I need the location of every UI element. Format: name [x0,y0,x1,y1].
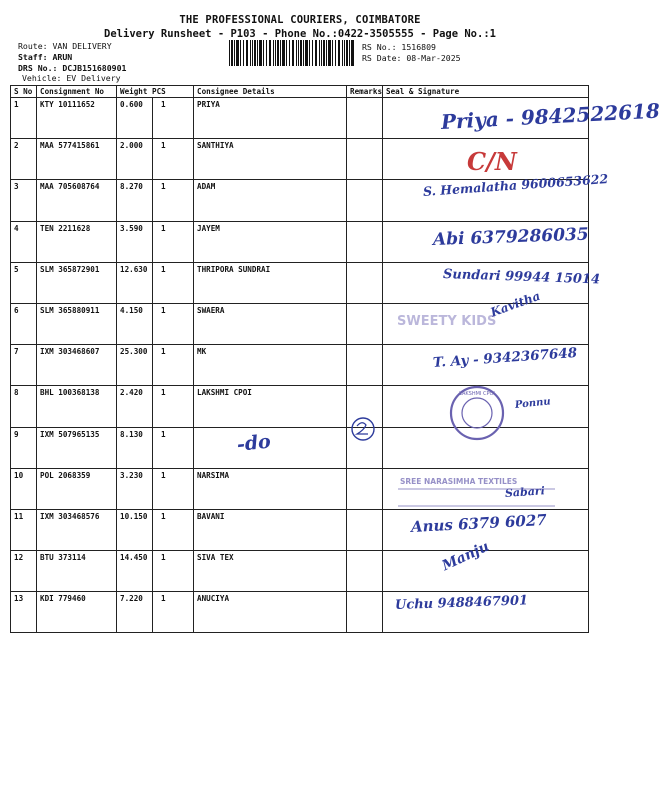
remarks-cell [347,139,383,180]
barcode-bar [300,40,302,66]
col-weight-pcs-header [117,86,194,98]
seal-signature-cell [383,262,601,303]
barcode-bar [259,40,262,66]
col-weight-header: Weight [120,87,148,96]
handwritten-signature: T. Ay - 9342367648 [432,345,578,372]
seal-signature-cell [383,221,589,262]
handwritten-signature: Abi 6379286035 [432,224,590,250]
table-row [11,468,589,509]
seal-signature-cell [383,592,589,633]
runsheet-subtitle: Delivery Runsheet - P103 - Phone No.:0422-3505555 - Page No.:1 [104,28,496,40]
barcode-bar [231,40,233,66]
sno-cell: 13 [11,592,37,633]
barcode-bar [263,40,264,66]
consignee-name: SIVA TEX [194,551,347,592]
remarks-cell [347,345,383,386]
consignment-number: BTU 373114 [37,551,117,592]
barcode-bar [309,40,310,66]
consignment-number: KTY 10111652 [37,98,117,139]
barcode-bar [321,40,322,66]
table-row [11,98,589,139]
table-header-row [11,86,589,98]
barcode [228,40,354,66]
table-row [11,509,589,550]
barcode-bar [312,40,313,66]
remarks-cell [347,262,383,303]
barcode-bar [335,40,336,66]
consignment-number: MAA 705608764 [37,180,117,221]
barcode-bar [229,40,230,66]
handwritten-signature: Ponnu [514,396,552,412]
pcs-cell: 1 [153,551,194,592]
consignment-number: MAA 577415861 [37,139,117,180]
stamp-lakshmi-text: LAKSHMI CPOI [459,391,495,397]
barcode-bar [346,40,348,66]
consignee-name: THRIPORA SUNDRAI [194,262,347,303]
table-row [11,592,589,633]
barcode-bar [240,40,241,66]
consignee-name: BAVANI [194,509,347,550]
sno-cell: 7 [11,345,37,386]
remarks-cell [347,303,383,344]
table-row [11,303,589,344]
consignee-name: LAKSHMI CPOI [194,386,347,427]
consignee-name: JAYEM [194,221,347,262]
barcode-bar [326,40,327,66]
seal-signature-cell [383,468,589,509]
barcode-bar [236,40,239,66]
weight-cell: 25.300 [117,345,153,386]
sno-cell: 5 [11,262,37,303]
pcs-cell: 1 [153,592,194,633]
barcode-bar [323,40,325,66]
seal-signature-cell [383,345,589,386]
remarks-cell [347,98,383,139]
col-seal-header: Seal & Signature [383,86,589,98]
barcode-bar [344,40,345,66]
consignment-number: POL 2068359 [37,468,117,509]
barcode-bar [303,40,304,66]
staff-label: Staff: ARUN [18,52,73,62]
pcs-cell: 1 [153,468,194,509]
remarks-cell [347,386,383,427]
weight-cell: 4.150 [117,303,153,344]
pcs-cell: 1 [153,221,194,262]
barcode-bar [243,40,244,66]
weight-cell: 2.420 [117,386,153,427]
table-row [11,386,589,427]
table-row [11,180,589,221]
col-sno-header: S No [11,86,37,98]
barcode-bar [338,40,340,66]
barcode-bar [342,40,343,66]
sno-cell: 4 [11,221,37,262]
pcs-cell: 1 [153,345,194,386]
table-row [11,551,589,592]
remarks-cell [347,592,383,633]
remarks-cell [347,509,383,550]
weight-cell: 8.270 [117,180,153,221]
barcode-bar [286,40,287,66]
barcode-bar [273,40,274,66]
sno-cell: 8 [11,386,37,427]
weight-cell: 3.230 [117,468,153,509]
handwritten-signature: Sundari 99944 15014 [442,266,601,288]
rs-number: RS No.: 1516809 [362,42,436,52]
handwritten-signature: C/N [467,147,517,177]
consignee-name: NARSIMA [194,468,347,509]
barcode-bar [277,40,279,66]
pcs-cell: 1 [153,386,194,427]
vehicle-label: Vehicle: EV Delivery [22,73,121,83]
consignment-number: IXM 303468576 [37,509,117,550]
stamp-narasimha-text: SREE NARASIMHA TEXTILES [400,477,518,486]
col-consignment-header: Consignment No [37,86,117,98]
remarks-cell [347,468,383,509]
pcs-cell: 1 [153,180,194,221]
col-remarks-header: Remarks [347,86,383,98]
consignment-number: SLM 365872901 [37,262,117,303]
seal-signature-cell [383,386,589,427]
col-consignee-header: Consignee Details [194,86,347,98]
barcode-bar [305,40,308,66]
barcode-bar [298,40,299,66]
handwritten-signature: Kavitha [488,288,543,320]
seal-signature-cell [383,538,589,592]
barcode-bar [257,40,258,66]
seal-signature-cell [383,171,609,221]
barcode-bar [280,40,281,66]
pcs-cell: 1 [153,427,194,468]
barcode-bar [296,40,297,66]
consignee-name: SWAERA [194,303,347,344]
barcode-bar [292,40,294,66]
handwritten-signature: Anus 6379 6027 [410,510,548,536]
consignee-name: ANUCIYA [194,592,347,633]
remarks-cell [347,180,383,221]
weight-cell: 10.150 [117,509,153,550]
weight-cell: 3.590 [117,221,153,262]
weight-cell: 0.600 [117,98,153,139]
sno-cell: 6 [11,303,37,344]
consignment-number: IXM 303468607 [37,345,117,386]
seal-signature-cell [383,288,589,344]
barcode-bar [269,40,271,66]
barcode-bar [319,40,320,66]
weight-cell: 8.130 [117,427,153,468]
consignment-number: KDI 779460 [37,592,117,633]
barcode-bar [252,40,253,66]
pcs-cell: 1 [153,139,194,180]
sno-cell: 9 [11,427,37,468]
sno-cell: 10 [11,468,37,509]
weight-cell: 12.630 [117,262,153,303]
stamp-sweety-text: SWEETY KIDS [397,314,497,329]
pcs-cell: 1 [153,98,194,139]
pcs-cell: 1 [153,303,194,344]
consignee-name: ADAM [194,180,347,221]
drs-number: DRS No.: DCJB151680901 [18,63,127,73]
sno-cell: 12 [11,551,37,592]
barcode-bar [289,40,290,66]
consignment-number: IXM 507965135 [37,427,117,468]
table-row [11,427,589,468]
barcode-bar [332,40,333,66]
company-title: THE PROFESSIONAL COURIERS, COIMBATORE [179,14,421,26]
pcs-cell: 1 [153,509,194,550]
pcs-cell: 1 [153,262,194,303]
seal-signature-cell [383,98,660,139]
sno-cell: 3 [11,180,37,221]
barcode-bar [234,40,235,66]
weight-cell: 14.450 [117,551,153,592]
table-row [11,139,589,180]
runsheet-table [10,85,660,633]
barcode-bar [282,40,285,66]
remarks-cell [347,221,383,262]
sno-cell: 1 [11,98,37,139]
barcode-bar [349,40,350,66]
barcode-bar [266,40,267,66]
barcode-bar [328,40,331,66]
consignment-number: BHL 100368138 [37,386,117,427]
weight-cell: 2.000 [117,139,153,180]
consignee-name: PRIYA [194,98,347,139]
handwritten-signature: Uchu 9488467901 [394,593,529,614]
consignee-name: MK [194,345,347,386]
barcode-bar [275,40,276,66]
table-row [11,221,589,262]
handwritten-signature: Priya - 9842522618 [440,98,660,134]
rs-date: RS Date: 08-Mar-2025 [362,53,461,63]
barcode-bar [246,40,248,66]
barcode-bar [351,40,354,66]
table-row [11,262,589,303]
remarks-cell [347,427,383,468]
handwritten-signature: S. Hemalatha 9600653622 [422,171,609,200]
barcode-bar [254,40,256,66]
seal-signature-cell [235,427,589,468]
route-label: Route: VAN DELIVERY [18,41,112,51]
sno-cell: 11 [11,509,37,550]
handwritten-signature: -do [235,430,272,456]
handwritten-signature: Sabari [504,483,546,500]
remarks-cell [347,551,383,592]
consignment-number: SLM 365880911 [37,303,117,344]
sno-cell: 2 [11,139,37,180]
barcode-bar [315,40,317,66]
consignment-number: TEN 2211628 [37,221,117,262]
handwritten-signature: Manju [439,538,492,575]
consignee-name: SANTHIYA [194,139,347,180]
col-pcs-header: PCS [152,87,166,96]
weight-cell: 7.220 [117,592,153,633]
barcode-bar [250,40,251,66]
table-row [11,345,589,386]
